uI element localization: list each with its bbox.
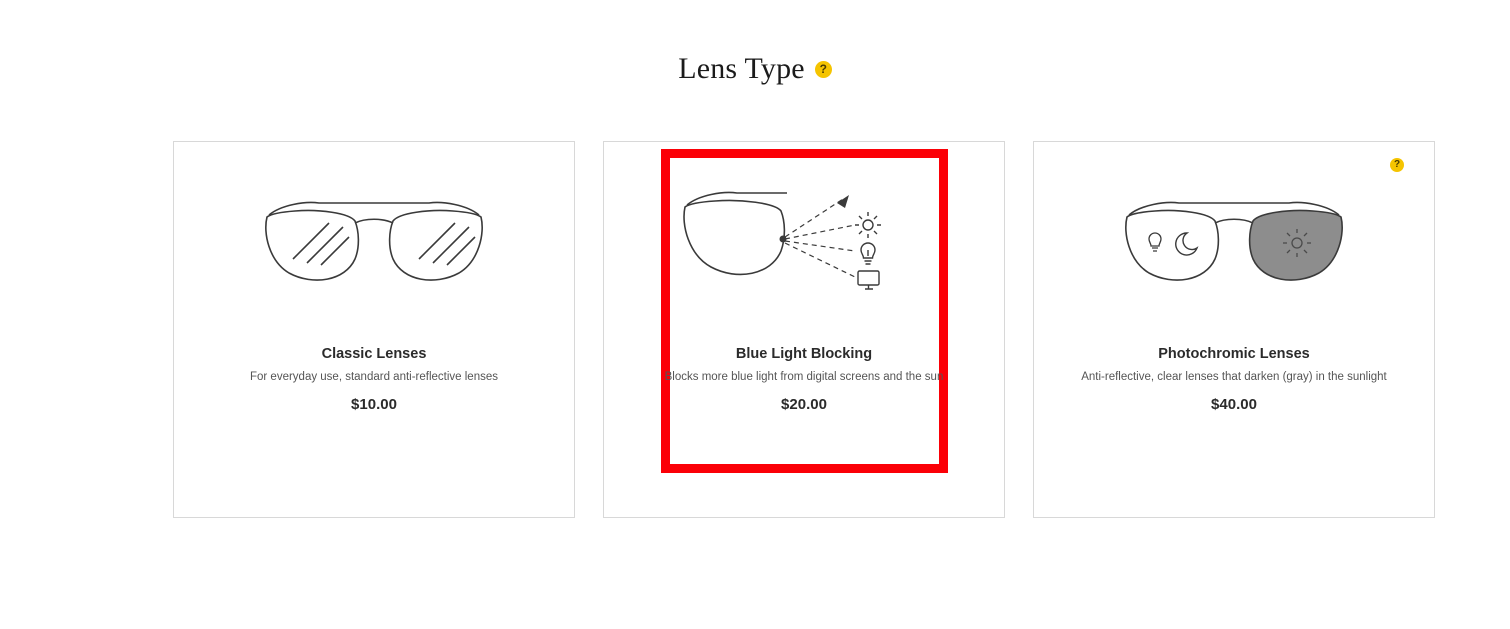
lens-option-photochromic-lenses[interactable] <box>1033 141 1435 518</box>
page-title: Lens Type <box>678 52 805 85</box>
glasses-clear-icon <box>174 142 574 342</box>
lens-option-description: For everyday use, standard anti-reflective lenses <box>249 371 498 383</box>
glasses-bluelight-icon <box>604 142 1004 342</box>
lens-option-description: Anti-reflective, clear lenses that darken (gray) in the sunlight <box>1081 371 1387 383</box>
help-circle-icon[interactable]: ? <box>815 61 832 78</box>
lens-option-price: $40.00 <box>1211 396 1257 413</box>
help-circle-icon[interactable]: ? <box>1390 158 1404 172</box>
lens-option-description: Blocks more blue light from digital screens and the sun <box>664 371 944 383</box>
lens-option-name: Classic Lenses <box>321 346 427 362</box>
page-title-row <box>0 52 1510 86</box>
lens-option-price: $20.00 <box>781 396 827 413</box>
lens-option-name: Blue Light Blocking <box>735 346 873 362</box>
lens-option-name: Photochromic Lenses <box>1158 346 1310 362</box>
lens-option-blue-light-blocking[interactable] <box>603 141 1005 518</box>
lens-option-price: $10.00 <box>351 396 397 413</box>
lens-option-list <box>173 141 1435 518</box>
lens-option-classic-lenses[interactable] <box>173 141 575 518</box>
glasses-photochromic-icon <box>1034 142 1434 342</box>
